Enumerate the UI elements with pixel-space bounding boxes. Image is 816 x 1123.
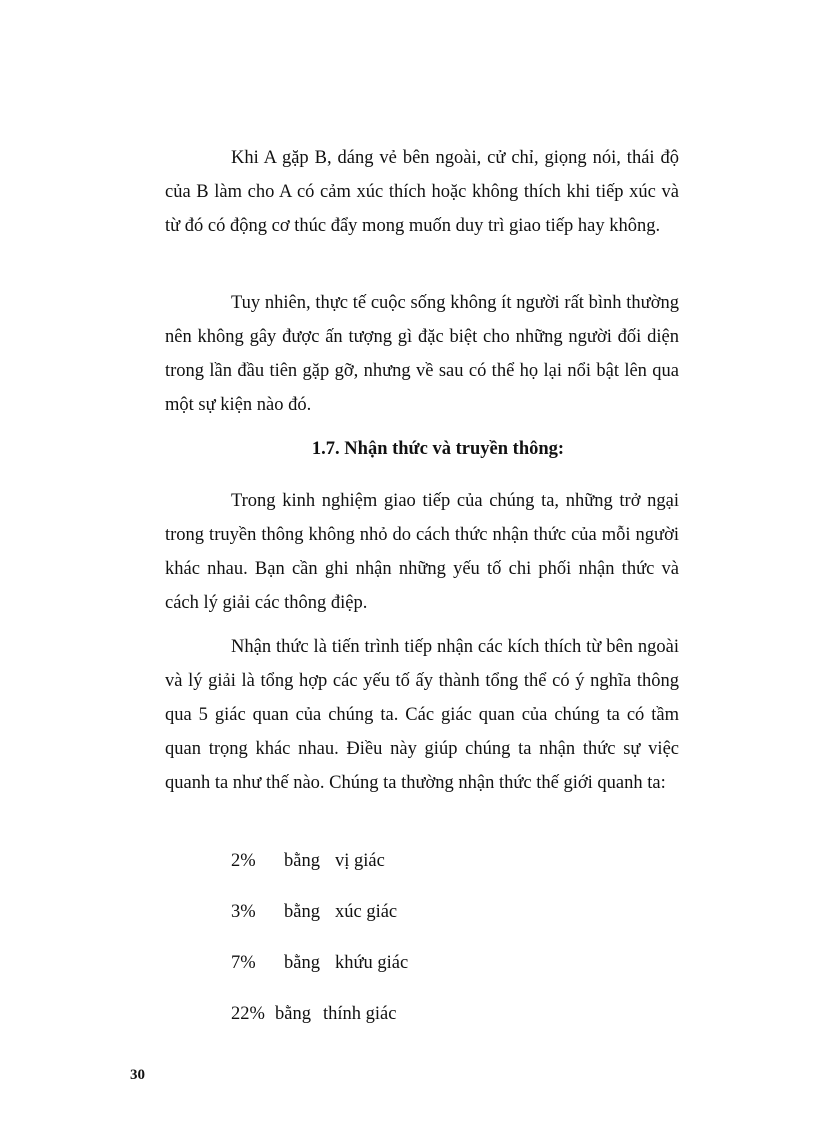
sense-stat-row (231, 895, 397, 929)
sense-stat-row (231, 946, 408, 980)
sense-name: vị giác (335, 851, 385, 871)
sense-connector: bằng (284, 953, 320, 973)
sense-percent: 7% (231, 953, 256, 973)
sense-name: thính giác (323, 1004, 397, 1024)
sense-name: xúc giác (335, 902, 398, 922)
sense-stat-row (231, 844, 385, 878)
paragraph-1: Khi A gặp B, dáng vẻ bên ngoài, cử chỉ, giọng nói, thái độ của B làm cho A có cảm xúc thích hoặc không thích khi tiếp xúc và từ đó có động cơ thúc đẩy mong muốn duy trì giao tiếp hay không. (165, 148, 679, 236)
sense-name: khứu giác (335, 953, 409, 973)
paragraph-4: Nhận thức là tiến trình tiếp nhận các kích thích từ bên ngoài và lý giải là tổng hợp các yếu tố ấy thành tổng thể có ý nghĩa thông qua 5 giác quan của chúng ta. Các giác quan của chúng ta có tầm quan trọng khác nhau. Điều này giúp chúng ta nhận thức sự việc quanh ta như thế nào. Chúng ta thường nhận thức thế giới quanh ta: (165, 637, 679, 793)
sense-connector: bằng (275, 1004, 311, 1024)
paragraph-3: Trong kinh nghiệm giao tiếp của chúng ta, những trở ngại trong truyền thông không nhỏ do cách thức nhận thức của mỗi người khác nhau. Bạn cần ghi nhận những yếu tố chi phối nhận thức và cách lý giải các thông điệp. (165, 491, 679, 613)
section-heading: 1.7. Nhận thức và truyền thông: (311, 439, 565, 459)
sense-percent: 22% (231, 1004, 265, 1024)
sense-percent: 3% (231, 902, 256, 922)
sense-percent: 2% (231, 851, 256, 871)
sense-stat-row (231, 997, 396, 1031)
paragraph-2: Tuy nhiên, thực tế cuộc sống không ít người rất bình thường nên không gây được ấn tượng gì đặc biệt cho những người đối diện trong lần đầu tiên gặp gỡ, nhưng về sau có thể họ lại nổi bật lên qua một sự kiện nào đó. (165, 293, 679, 415)
sense-connector: bằng (284, 902, 320, 922)
sense-connector: bằng (284, 851, 320, 871)
page-number: 30 (130, 1067, 145, 1083)
